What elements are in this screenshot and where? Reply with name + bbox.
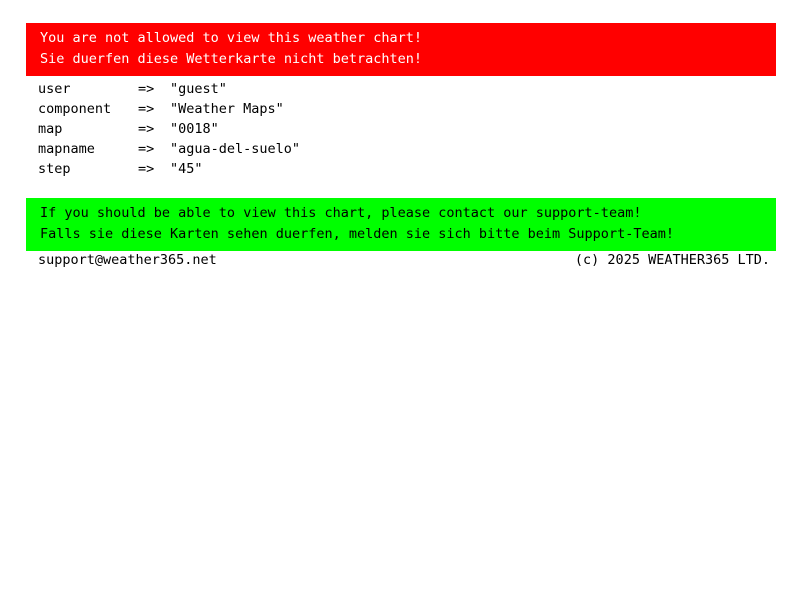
- param-key: user: [38, 81, 71, 97]
- param-key: component: [38, 101, 112, 117]
- param-value: "45": [170, 161, 203, 177]
- param-arrow: =>: [138, 121, 155, 137]
- table-row: [38, 99, 300, 119]
- param-value: "agua-del-suelo": [170, 141, 301, 157]
- param-key: mapname: [38, 141, 95, 157]
- info-banner: [26, 198, 776, 251]
- param-value: "guest": [170, 81, 227, 97]
- error-banner-line-en: You are not allowed to view this weather chart!: [40, 30, 423, 46]
- param-value: "0018": [170, 121, 219, 137]
- param-arrow: =>: [138, 161, 155, 177]
- table-row: [38, 139, 300, 159]
- info-banner-line-de: Falls sie diese Karten sehen duerfen, melden sie sich bitte beim Support-Team!: [40, 226, 674, 242]
- param-arrow: =>: [138, 81, 155, 97]
- param-key: map: [38, 121, 63, 137]
- param-arrow: =>: [138, 141, 155, 157]
- info-banner-line-en: If you should be able to view this chart, please contact our support-team!: [40, 205, 642, 221]
- parameter-table: [38, 79, 300, 179]
- param-key: step: [38, 161, 71, 177]
- table-row: [38, 79, 300, 99]
- footer: [38, 250, 770, 270]
- support-email-link[interactable]: support@weather365.net: [38, 252, 217, 268]
- copyright-text: (c) 2025 WEATHER365 LTD.: [574, 252, 770, 268]
- param-arrow: =>: [138, 101, 155, 117]
- table-row: [38, 119, 300, 139]
- error-banner-line-de: Sie duerfen diese Wetterkarte nicht betrachten!: [40, 51, 423, 67]
- param-value: "Weather Maps": [170, 101, 284, 117]
- table-row: [38, 159, 300, 179]
- error-banner: [26, 23, 776, 76]
